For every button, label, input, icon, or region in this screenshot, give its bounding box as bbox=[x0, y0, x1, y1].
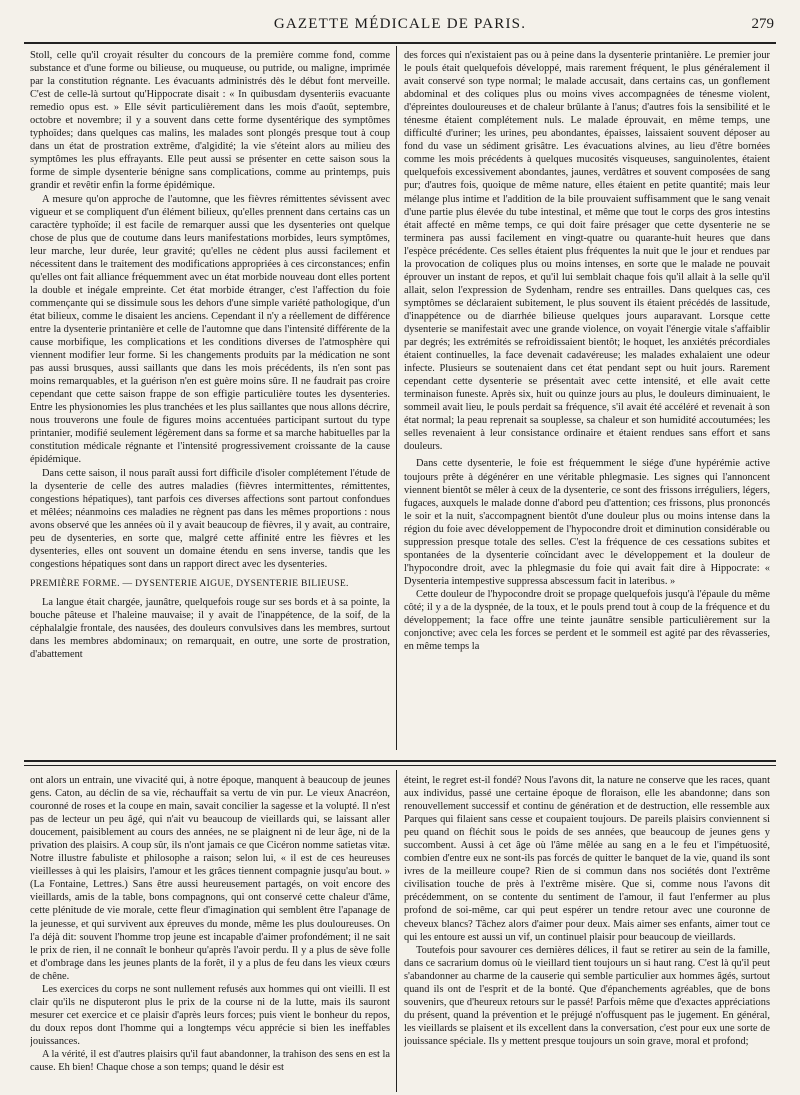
header-rule bbox=[24, 42, 776, 44]
page-number: 279 bbox=[751, 16, 774, 32]
paragraph: éteint, le regret est-il fondé? Nous l'avons dit, la nature ne conserve que les races, quant aux individus, passé une certaine époque de floraison, elle les abandonne; dans son renouvellement successif et continu de génération et de destruction, elle ressemble aux Parques qui filaient sans cesse et coupaient toujours. De pareils plaisirs conviennent si peu quand on fléchit sous le poids de ses années, que beaucoup de jeunes gens y succombent. Aussi à cet âge où l'âme mêlée au sang en a le feu et l'impétuosité, combien d'entre eux ne sont-ils pas forcés de quitter le banquet de la vie, quand ils sont ivres de la meilleure coupe? Rien de si commun dans nos sociétés dont l'extrême civilisation touche de près à l'extrême misère. Que si, comme nous l'avons dit précédemment, on se contente du sentiment de l'amour, il faut l'enfermer au plus profond de soi-même, car qui peut espérer un tendre retour avec une couronne de cheveux blancs? Tâchez alors d'aimer pour deux. Mais aimer ses enfants, aimer tout ce qui les entoure est aussi un vif, un continuel plaisir pour beaucoup de vieillards. bbox=[404, 775, 770, 943]
section-divider-thin bbox=[24, 765, 776, 766]
lower-right-column bbox=[404, 774, 770, 1090]
paragraph: Toutefois pour savourer ces dernières délices, il faut se retirer au sein de la famille, dans ce sacrarium domus où le vieillard tient toujours un si haut rang. C'est là qu'il peut s'abandonner au charme de la causerie qui semble particulier aux hommes âgés, surtout quand ils ont de l'esprit et de la bonté. Que d'épanchements agréables, que de bons souvenirs, que d'heureux retours sur le passé! Parfois même que d'exactes appréciations du présent, quand la prévention et le préjugé n'offusquent pas le jugement. En général, les vieillards se plaisent et ils excellent dans la conversation, c'est pour eux une sorte de jouissance spéciale. Ils y mettent presque toujours un soin grave, moral et profond; bbox=[404, 944, 770, 1047]
paragraph: des forces qui n'existaient pas ou à peine dans la dysenterie printanière. Le premier jour le pouls était quelquefois développé, mais rarement fréquent, le plus généralement il avait conservé son type normal; le malade accusait, dans certains cas, un gonflement abdominal et des coliques plus ou moins vives accompagnées de ténesme violent, d'épreintes douloureuses et de chaleur brûlante à l'anus; d'autres fois la sensibilité et le ténesme étaient complétement nuls. Le malade éprouvait, en même temps, une difficulté d'uriner; les urines, peu abondantes, épaisses, laissaient souvent déposer au fond du vase un sédiment grisâtre. Les évacuations alvines, au lieu d'être bornées comme les mois précédents à quelques mucosités visqueuses, sanguinolentes, étaient quelquefois excessivement abondantes, jaunes, verdâtres et souvent composées de sang pur; d'autres fois, quoique de même nature, elles étaient en petite quantité; mais leur mélange plus intime et l'addition de la bile prouvaient suffisamment que le sang venait d'une partie plus élevée du tube intestinal, et même que tout le corps des gros intestins était affecté en même temps, ce qui doit faire présager que cette dysenterie ne se terminera pas aussi facilement en vingt-quatre ou quarante-huit heures que dans l'espèce précédente. Ces selles étaient plus fréquentes la nuit que le jour et rendues par la provocation de coliques plus ou moins intenses, en sorte que le malade ne pouvait éprouver un instant de repos, et qu'il lui semblait chaque fois qu'il allait à la selle qu'il allait, selon l'expression de Sydenham, rendre ses entrailles. Dans quelques cas, ces symptômes se déclaraient subitement, le plus souvent ils étaient précédés de lassitude, d'inappétence ou de diarrhée bilieuse quelques jours auparavant. Lorsque cette dysenterie se manifestait avec une grande violence, on voyait l'énergie vitale s'affaiblir par degrés; les extrémités se refroidissaient bientôt; le hoquet, les anxiétés précordiales étaient continuelles, la face devenait cadavéreuse; les malades exhalaient une odeur infecte. Plusieurs se soutenaient dans cet état pendant sept ou huit jours. Rarement cependant cette dysenterie se présentait avec cette intensité, et elle avait cette terminaison funeste. Après six, huit ou quinze jours au plus, le douleurs diminuaient, le sommeil avait lieu, le pouls perdait sa fréquence, s'il avait été accéléré et revenait à son état normal; la peau reprenait sa souplesse, sa chaleur et son humidité accoutumées; les selles revenaient à leur consistance ordinaire et étaient rendues sans effort et sans douleurs. bbox=[404, 50, 770, 453]
paragraph: Dans cette saison, il nous paraît aussi fort difficile d'isoler complétement l'étude de la dysenterie de celle des autres maladies (fièvres intermittentes, rémittentes, congestions hépatiques), tant parfois ces diverses affections sont partout confondues et mêlées; néanmoins ces maladies ne règnent pas dans les mêmes proportions : nous avons observé que les années où il y avait beaucoup de fièvres, il y avait, au contraire, peu de dysenteries, en sorte que, malgré cette affinité entre les fièvres et les dysenteries, elles ont souvent un domaine étendu en sens inverse, tandis que les congestions hépatiques sont dans un rapport direct avec les dysenteries. bbox=[30, 467, 390, 570]
upper-column-divider bbox=[396, 46, 397, 750]
paragraph: A mesure qu'on approche de l'automne, que les fièvres rémittentes sévissent avec vigueur et se compliquent d'un élément bilieux, qu'elles prennent dans certains cas un caractère typhoïde; il est facile de remarquer aussi que les dysenteries ont quelque chose de plus que de coutume dans leurs manifestations morbides, leurs symptômes, leur marche, leur durée, leur gravité; qu'elles ne cèdent plus aussi facilement et nécessitent dans le traitement des modifications appropriées à ces circonstances; enfin qu'elles ont fait alliance fréquemment avec un état morbide nouveau dont elles portent la double et inégale empreinte. Cet état morbide étranger, c'est l'affection du foie commençante qui se dissimule sous les dehors d'une simple variété pathologique, d'un état bilieux, comme le disaient les anciens. Cependant il n'y a réellement de différence entre la dysenterie printanière et celle de l'automne que dans l'intensité différente de la cause morbifique, les complications et les conditions diverses de l'atmosphère qui viennent modifier leur forme. Si les changements produits par la médication ne sont pas aussi brusques, aussi saillants que dans les mois précédents, ils n'en sont pas moins remarquables, et la guérison n'en est guère moins sûre. Il ne faudrait pas croire cependant que cette saison frappe de son effigie particulière toutes les dysenteries. Entre les physionomies les plus tranchées et les plus saillantes que nous allons décrire, nous trouverons une foule de figures moins accentuées participant surtout du type printanier, modifié seulement légèrement dans sa forme et sa marche habituelles par la constitution médicale régnante et l'intensité progressivement croissante de la cause épidémique. bbox=[30, 193, 390, 466]
paragraph: Stoll, celle qu'il croyait résulter du concours de la première comme fond, comme substance et d'une forme ou bilieuse, ou muqueuse, ou putride, ou maligne, imprimée par la constitution régnante. Les évacuants administrés dès le début font merveille. C'est de celle-là surtout qu'Hippocrate disait : « In quibusdam dysenteriis evacuante remedio opus est. » Elle sévit particulièrement dans les mois d'août, septembre, octobre et novembre; il y a souvent dans cette forme dysentérique des symptômes typhoïdes; dans quelques cas malins, les malades sont plongés presque tout à coup dans un état de prostration extrême, d'algidité; la vie s'éteint alors au milieu des symptômes les plus effrayants. Elle peut aussi se présenter en cette saison sous la forme de simple dysenterie bénigne sans complications, comme au printemps, puis grandir et revêtir enfin la forme épidémique. bbox=[30, 50, 390, 192]
page-header bbox=[0, 12, 800, 38]
paragraph: Les exercices du corps ne sont nullement refusés aux hommes qui ont vieilli. Il est clair qu'ils ne disputeront plus le prix de la course ni de la lutte, mais ils sauront mesurer cet exercice et ce plaisir d'après leurs forces; puis vient le bonheur du repos, du doux repos dont l'homme qui a longtemps vécu apprécie si bien les ineffables jouissances. bbox=[30, 983, 390, 1047]
paragraph: Dans cette dysenterie, le foie est fréquemment le siége d'une hypérémie active toujours prête à dégénérer en une véritable phlegmasie. Les signes qui l'annoncent viennent bientôt se mêler à ceux de la dysenterie, ce sont des frissons irréguliers, légers, fugaces, auxquels le malade donne d'abord peu d'attention; ces frissons, plus prononcés le soir et la nuit, s'accompagnent bientôt d'une douleur plus ou moins intense dans la région du foie avec développement de l'hypocondre droit et diminution considérable ou suppression presque totale des selles. C'est la fréquence de ces cessations subites et spontanées de la dysenterie coïncidant avec le développement et la douleur de l'hypocondre droit, avec la phlegmasie du foie qui avait fait dire à Hippocrate: « Dysenteria intempestive suppressa abscessum facit in lateribus. » bbox=[404, 458, 770, 587]
journal-title: GAZETTE MÉDICALE DE PARIS. bbox=[273, 16, 527, 32]
section-heading: PREMIÈRE FORME. — DYSENTERIE AIGUE, DYSENTERIE BILIEUSE. bbox=[30, 577, 349, 589]
upper-right-column bbox=[404, 49, 770, 749]
paragraph: A la vérité, il est d'autres plaisirs qu'il faut abandonner, la trahison des sens en est la cause. Eh bien! Chaque chose a son temps; quand le désir est bbox=[30, 1048, 390, 1074]
lower-left-column bbox=[30, 774, 390, 1090]
paragraph: La langue était chargée, jaunâtre, quelquefois rouge sur ses bords et à sa pointe, la bouche pâteuse et l'haleine mauvaise; il y avait de l'inappétence, de la soif, de la céphalalgie frontale, des nausées, des douleurs convulsives dans les membres, surtout dans les membres abdominaux; on remarquait, en outre, une sorte de prostration, d'abattement bbox=[30, 596, 390, 661]
section-divider bbox=[24, 760, 776, 762]
paragraph: ont alors un entrain, une vivacité qui, à notre époque, manquent à beaucoup de jeunes gens. Caton, au déclin de sa vie, réchauffait sa vertu de vin pur. Le vieux Anacréon, couronné de roses et la coupe en main, savait concilier la sagesse et la volupté. Il n'est pas de lecteur un peu âgé, qui n'ait vu beaucoup de vieillards qui, se laissant aller doucement, paisiblement au cours des années, ne se plaignent ni de leur âge, ni de la privation des plaisirs. A coup sûr, ils n'ont jamais ce que Cicéron nomme satietas vitæ. Notre illustre fabuliste et philosophe a raison; selon lui, « il est de ces heureuses vieillesses à qui les plaisirs, l'amour et les grâces tiennent compagnie jusqu'au bout. » (La Fontaine, Lettres.) Sans être aussi heureusement partagés, on voit encore des vieillards, amis de la table, bons compagnons, qui ont conservé cette chaleur d'âme, cette plénitude de vie morale, cette fleur d'imagination qui semblent être l'apanage de la jeunesse, et qui survivent aux épreuves du monde, même les plus douloureuses. On l'a déjà dit: souvent l'homme trop jeune est incapable d'aimer profondément; il ne sait le prix de rien, il ne connaît le bonheur qu'après l'avoir perdu. Il y a plus de sève folle et d'ombrage dans les jeunes plants de la forêt, il y a plus de feu dans les vieux cœurs de chêne. bbox=[30, 775, 390, 982]
upper-left-column bbox=[30, 49, 390, 749]
lower-column-divider bbox=[396, 770, 397, 1092]
paragraph: Cette douleur de l'hypocondre droit se propage quelquefois jusqu'à l'épaule du même côté; il y a de la dyspnée, de la toux, et le pouls prend tout à coup de la fréquence et du développement; la face offre une teinte jaunâtre sensible particulièrement sur la conjonctive; avec cela les forces se perdent et le sommeil est agité par des rêvasseries, en même temps la bbox=[404, 588, 770, 653]
